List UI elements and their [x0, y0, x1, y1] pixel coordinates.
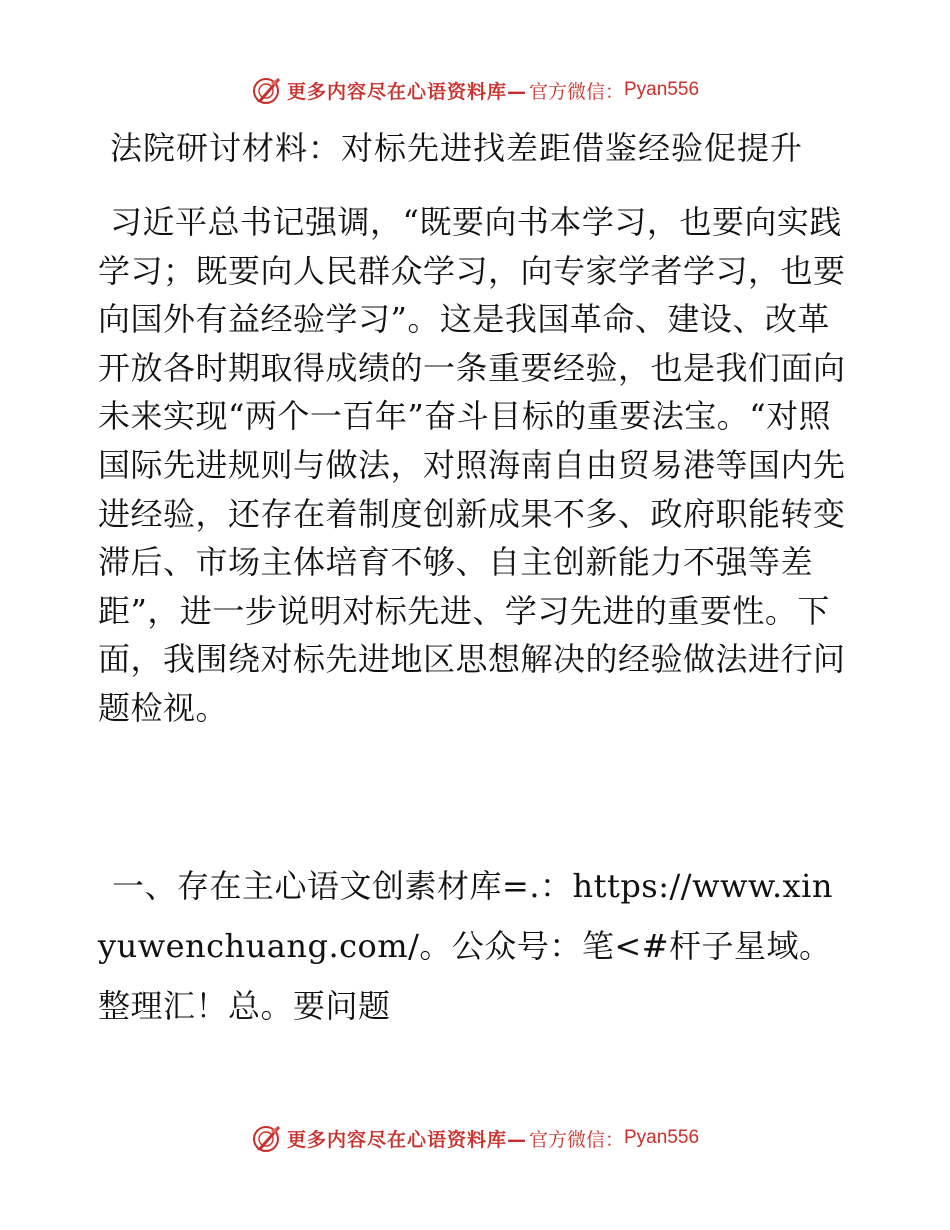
header-watermark-banner — [0, 72, 950, 108]
banner-official-label: 官方微信： — [528, 1128, 624, 1151]
feather-pen-logo-icon — [251, 74, 283, 106]
body-paragraph: 习近平总书记强调，“既要向书本学习，也要向实践学习；既要向人民群众学习，向专家学者学习，也要向国外有益经验学习”。这是我国革命、建设、改革开放各时期取得成绩的一条重要经验，也是我们面向未来实现“两个一百年”奋斗目标的重要法宝。“对照国际先进规则与做法，对照海南自由贸易港等国内先进经验，还存在着制度创新成果不多、政府职能转变滞后、市场主体培育不够、自主创新能力不强等差距”，进一步说明对标先进、学习先进的重要性。下面，我围绕对标先进地区思想解决的经验做法进行问题检视。 — [98, 203, 846, 727]
feather-pen-logo-icon — [251, 1122, 283, 1154]
section-heading-block — [98, 856, 850, 1036]
document-title: 法院研讨材料：对标先进找差距借鉴经验促提升 — [110, 129, 804, 167]
document-body — [98, 198, 850, 733]
section-heading: 一、存在主心语文创素材库=.：https://www.xinyuwenchuang.com/。公众号：笔<#杆子星域。整理汇！总。要问题 — [98, 867, 834, 1025]
footer-watermark-banner — [0, 1120, 950, 1156]
banner-wechat-id: Pyan556 — [624, 79, 700, 100]
banner-text: 更多内容尽在心语资料库— — [286, 1128, 527, 1151]
banner-text: 更多内容尽在心语资料库— — [286, 80, 527, 103]
banner-official-label: 官方微信： — [528, 80, 624, 103]
banner-wechat-id: Pyan556 — [624, 1127, 700, 1148]
